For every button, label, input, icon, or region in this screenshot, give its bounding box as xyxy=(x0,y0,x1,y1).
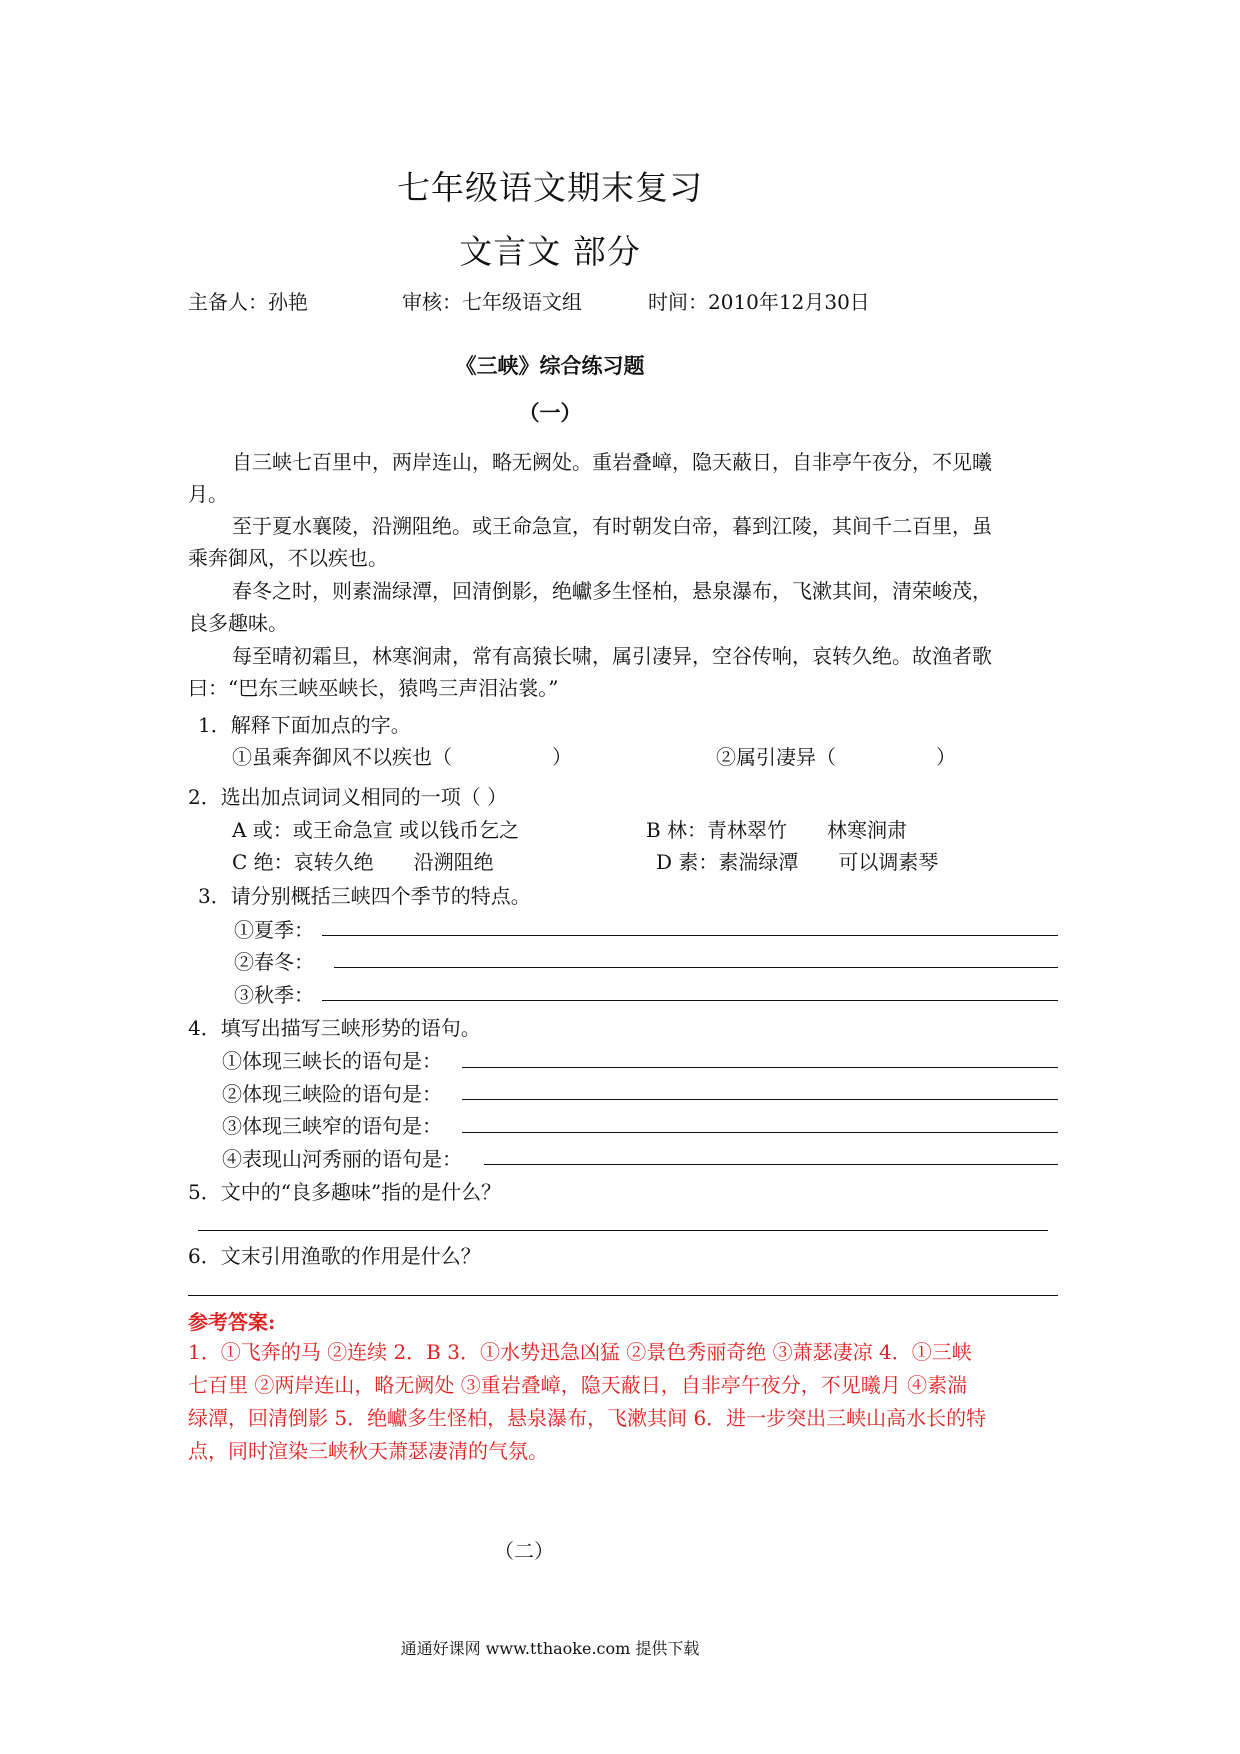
question-4-item-1: ①体现三峡长的语句是： xyxy=(222,1049,442,1073)
question-2-option-c: C 绝：哀转久绝 沿溯阻绝 xyxy=(232,850,494,874)
passage-paragraph-1-line-1: 自三峡七百里中，两岸连山，略无阙处。重岩叠嶂，隐天蔽日，自非亭午夜分，不见曦 xyxy=(232,450,992,474)
answer-line[interactable] xyxy=(198,1230,1048,1231)
question-1-item-b: ②属引凄异（ ） xyxy=(716,745,956,769)
passage-paragraph-4-line-2: 曰：“巴东三峡巫峡长，猿鸣三声泪沾裳。” xyxy=(188,676,559,700)
passage-paragraph-3-line-2: 良多趣味。 xyxy=(188,611,288,635)
date-label: 时间：2010年12月30日 xyxy=(648,290,870,314)
passage-paragraph-2-line-2: 乘奔御风，不以疾也。 xyxy=(188,546,388,570)
question-5: 5．文中的“良多趣味”指的是什么？ xyxy=(188,1180,502,1204)
passage-paragraph-2-line-1: 至于夏水襄陵，沿溯阻绝。或王命急宣，有时朝发白帝，暮到江陵，其间千二百里，虽 xyxy=(232,514,992,538)
answers-heading: 参考答案: xyxy=(188,1310,276,1334)
answer-line[interactable] xyxy=(334,967,1058,968)
question-6: 6．文末引用渔歌的作用是什么？ xyxy=(188,1244,481,1268)
question-2-option-a: A 或：或王命急宣 或以钱币乞之 xyxy=(232,818,520,842)
question-3: 3．请分别概括三峡四个季节的特点。 xyxy=(198,884,531,908)
answer-line[interactable] xyxy=(322,935,1058,936)
passage-paragraph-3-line-1: 春冬之时，则素湍绿潭，回清倒影，绝巘多生怪柏，悬泉瀑布，飞漱其间，清荣峻茂， xyxy=(232,579,992,603)
answer-line[interactable] xyxy=(322,1000,1058,1001)
question-2-option-b: B 林：青林翠竹 林寒涧肃 xyxy=(646,818,908,842)
answer-line[interactable] xyxy=(462,1132,1058,1133)
section-2-number: （二） xyxy=(494,1539,554,1563)
question-3-item-autumn: ③秋季： xyxy=(234,983,314,1007)
page-subtitle: 文言文 部分 xyxy=(459,232,641,271)
reviewer-label: 审核：七年级语文组 xyxy=(402,290,582,314)
question-2-option-d: D 素：素湍绿潭 可以调素琴 xyxy=(656,850,939,874)
passage-paragraph-1-line-2: 月。 xyxy=(188,482,228,506)
question-4: 4．填写出描写三峡形势的语句。 xyxy=(188,1016,481,1040)
answer-line[interactable] xyxy=(484,1164,1058,1165)
question-4-item-2: ②体现三峡险的语句是： xyxy=(222,1082,442,1106)
page-title: 七年级语文期末复习 xyxy=(397,168,703,207)
answers-line-4: 点，同时渲染三峡秋天萧瑟凄清的气氛。 xyxy=(188,1439,548,1463)
question-3-item-summer: ①夏季： xyxy=(234,918,314,942)
answer-line[interactable] xyxy=(462,1067,1058,1068)
answers-line-1: 1．①飞奔的马 ②连续 2．B 3．①水势迅急凶猛 ②景色秀丽奇绝 ③萧瑟凄凉 4．①三峡 xyxy=(188,1340,972,1364)
passage-paragraph-4-line-1: 每至晴初霜旦，林寒涧肃，常有高猿长啸，属引凄异，空谷传响，哀转久绝。故渔者歌 xyxy=(232,644,992,668)
answer-line[interactable] xyxy=(462,1099,1058,1100)
answers-line-2: 七百里 ②两岸连山，略无阙处 ③重岩叠嶂，隐天蔽日，自非亭午夜分，不见曦月 ④素湍 xyxy=(188,1373,968,1397)
footer-text: 通通好课网 www.tthaoke.com 提供下载 xyxy=(400,1639,700,1658)
answers-line-3: 绿潭，回清倒影 5．绝巘多生怪柏，悬泉瀑布，飞漱其间 6．进一步突出三峡山高水长的特 xyxy=(188,1406,987,1430)
question-3-item-spring-winter: ②春冬： xyxy=(234,950,314,974)
question-2: 2．选出加点词词义相同的一项（ ） xyxy=(188,785,508,809)
answer-line[interactable] xyxy=(188,1295,1058,1296)
question-4-item-3: ③体现三峡窄的语句是： xyxy=(222,1114,442,1138)
section-title: 《三峡》综合练习题 xyxy=(455,353,645,378)
section-number: （一） xyxy=(518,400,582,425)
question-4-item-4: ④表现山河秀丽的语句是： xyxy=(222,1147,462,1171)
author-label: 主备人：孙艳 xyxy=(188,290,308,314)
question-1: 1．解释下面加点的字。 xyxy=(198,713,411,737)
question-1-item-a: ①虽乘奔御风不以疾也（ ） xyxy=(232,745,572,769)
